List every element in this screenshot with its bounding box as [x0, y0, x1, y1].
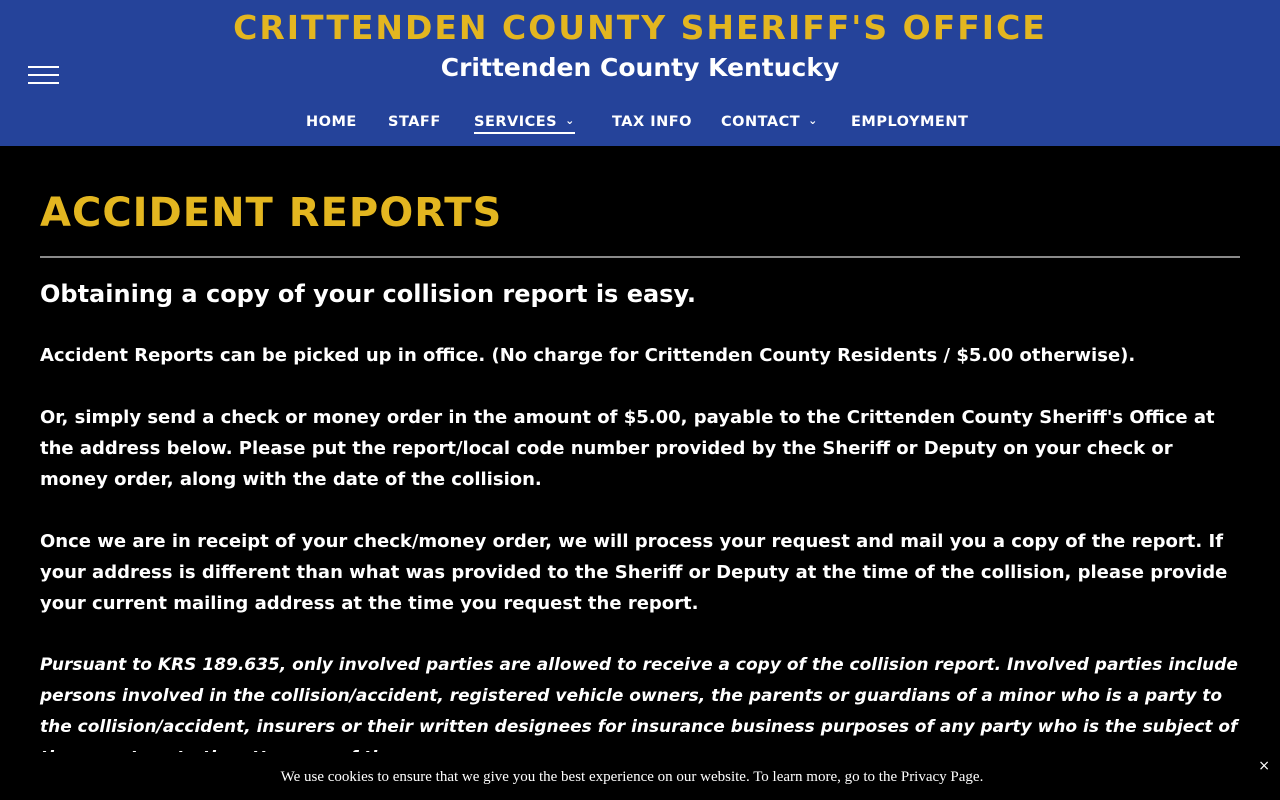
hamburger-menu-icon[interactable] — [28, 64, 59, 86]
main-content — [40, 190, 1240, 236]
cookie-banner — [0, 752, 1280, 800]
close-icon[interactable]: × — [1258, 758, 1270, 774]
paragraph-processing: Once we are in receipt of your check/money order, we will process your request and mail you a copy of the report. If your address is different than what was provided to the Sheriff or Deputy at the time of the collision, please provide your current mailing address at the time you request the report. — [40, 531, 1228, 614]
divider — [40, 256, 1240, 258]
lead-heading: Obtaining a copy of your collision report is easy. — [40, 280, 697, 308]
page-title: ACCIDENT REPORTS — [40, 190, 503, 236]
cookie-text: We use cookies to ensure that we give you the best experience on our website. To learn more, go to the Privacy Page. — [280, 769, 984, 785]
nav-home[interactable]: HOME — [306, 114, 357, 130]
nav-tax-info[interactable]: TAX INFO — [612, 114, 692, 130]
paragraph-krs-notice: Pursuant to KRS 189.635, only involved parties are allowed to receive a copy of the collision report. Involved parties include persons involved in the collision/accident, registered vehicle owners, the parents or guardians of a minor who is a party to the collision/accident, insurers or their written designees for insurance business purposes of any party who is the subject of — [40, 655, 1238, 737]
paragraph-mail: Or, simply send a check or money order in the amount of $5.00, payable to the Crittenden County Sheriff's Office at the address below. Please put the report/local code number provided by the Sheriff or Deputy on your check or money order, along with the date of the collision. — [40, 407, 1215, 490]
nav-contact[interactable]: CONTACT ⌄ — [721, 114, 818, 130]
chevron-down-icon: ⌄ — [565, 114, 575, 127]
nav-services[interactable]: SERVICES ⌄ — [474, 114, 575, 134]
site-subtitle: Crittenden County Kentucky — [440, 53, 840, 82]
site-title[interactable]: CRITTENDEN COUNTY SHERIFF'S OFFICE — [233, 8, 1047, 47]
main-nav — [0, 114, 1280, 140]
chevron-down-icon: ⌄ — [808, 114, 818, 127]
paragraph-pickup: Accident Reports can be picked up in office. (No charge for Crittenden County Residents / $5.00 otherwise). — [40, 345, 1136, 366]
nav-staff[interactable]: STAFF — [388, 114, 441, 130]
site-header — [0, 0, 1280, 146]
nav-employment[interactable]: EMPLOYMENT — [851, 114, 969, 130]
